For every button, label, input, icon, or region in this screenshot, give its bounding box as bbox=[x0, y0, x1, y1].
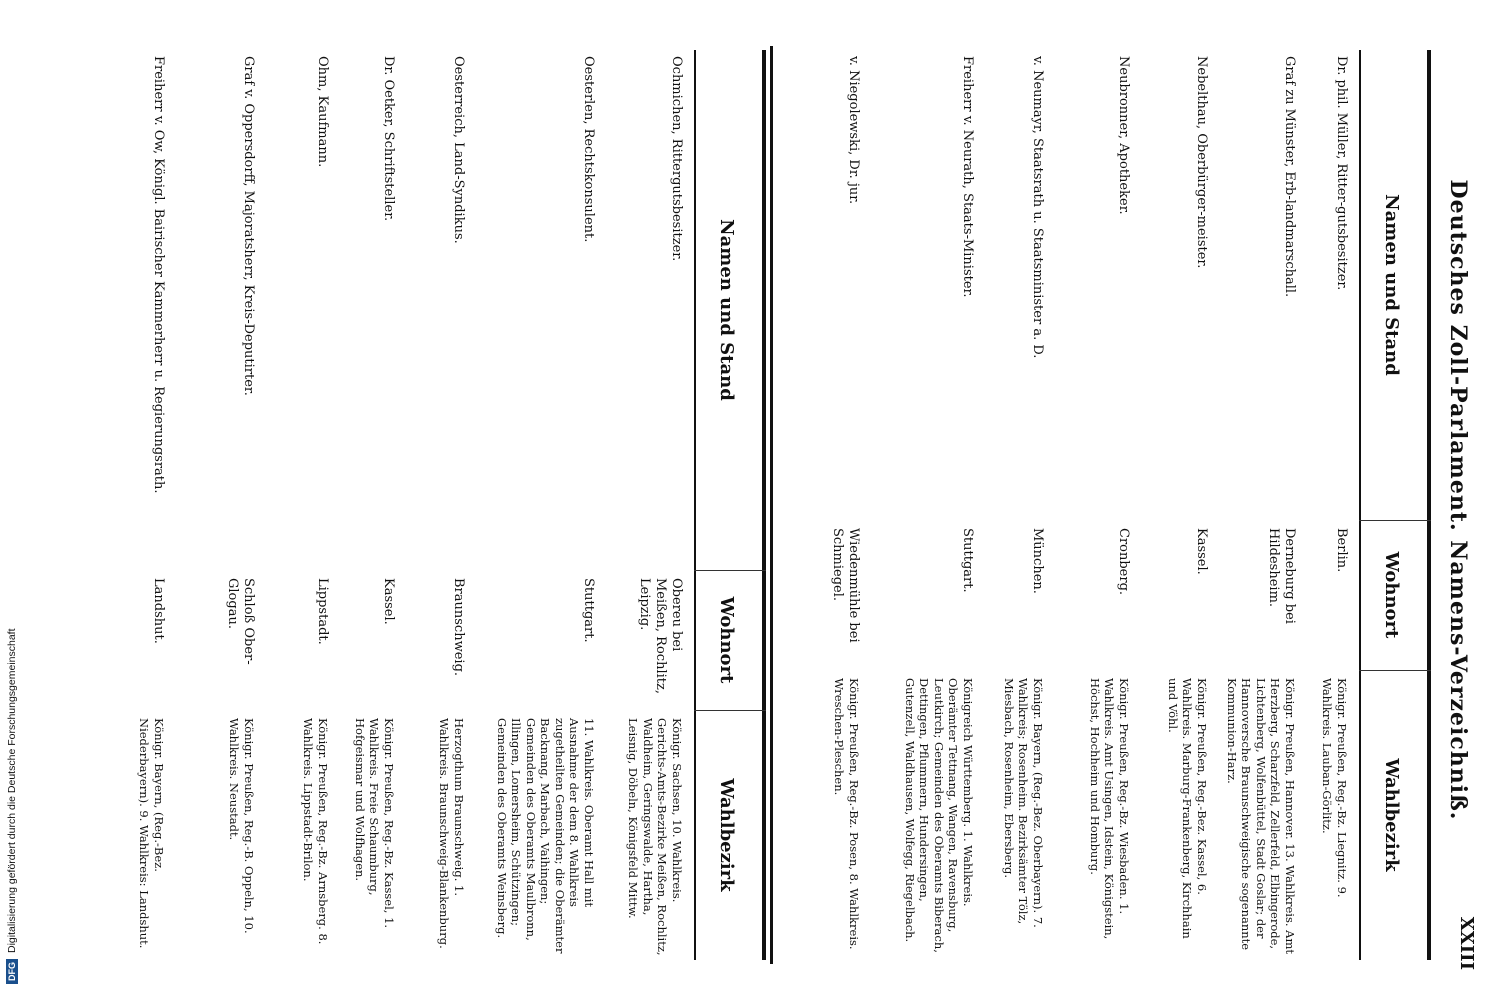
member-district: Königr. Bayern, (Reg.-Bez. Niederbayern). 9. Wahlkreis: Landshut. bbox=[137, 718, 166, 949]
member-name: v. Neumayr, Staatsrath u. Staatsminister a. D. bbox=[1030, 56, 1045, 359]
member-residence: Schloß Ober-Glogau. bbox=[225, 578, 256, 665]
dfg-logo: DFG bbox=[6, 959, 18, 984]
member-residence: Kassel. bbox=[381, 578, 396, 625]
member-residence: Braunschweig. bbox=[451, 578, 466, 677]
column-separator bbox=[694, 710, 766, 711]
column-header-residence: Wohnort bbox=[1359, 520, 1431, 670]
column-header-residence: Wohnort bbox=[694, 570, 766, 710]
member-name: Dr. phil. Müller, Ritter-gutsbesitzer. bbox=[1334, 56, 1349, 291]
member-name: Dr. Oetker, Schriftsteller. bbox=[381, 56, 396, 222]
member-district: Königr. Preußen, Reg.-Bz. Kassel, 1. Wahlkreis. Freie Schaumburg, Hofgeismar und Wolfhagen. bbox=[353, 718, 396, 929]
member-district: Herzogthum Braunschweig. 1. Wahlkreis. Braunschweig-Blankenburg. bbox=[437, 718, 466, 949]
digitization-credit bbox=[2, 0, 22, 998]
member-district: Königr. Sachsen, 10. Wahlkreis. Gerichts-Amts-Bezirke Meißen, Rochlitz, Waldheim, Geringswalde, Hartha, Leisnig, Döbeln, Königsfeld Mittw. bbox=[626, 718, 684, 956]
column-header-district: Wahlbezirk bbox=[1359, 670, 1431, 960]
member-name: Graf zu Münster, Erb-landmarschall. bbox=[1282, 56, 1297, 298]
member-name: Oesterlen, Rechtskonsulent. bbox=[581, 56, 596, 243]
member-name: Ohm, Kaufmann. bbox=[315, 56, 330, 168]
member-name: Nebelthau, Oberbürger-meister. bbox=[1194, 56, 1209, 269]
column-header-name: Namen und Stand bbox=[694, 50, 766, 570]
member-residence: Cronberg. bbox=[1116, 528, 1131, 596]
column-separator bbox=[1359, 670, 1431, 671]
member-name: Oesterreich, Land-Syndikus. bbox=[451, 56, 466, 244]
member-residence: Stuttgart. bbox=[581, 578, 596, 643]
column-separator bbox=[694, 570, 766, 571]
member-district: 11. Wahlkreis. Oberamt Hall mit Ausnahme der dem 8. Wahlkreis zugetheilten Gemeinden; die Oberämter Backnang, Marbach, Vaihingen; Gemeinden des Oberamts Maulbronn, Illingen, Lomersheim, Schützingen; Gemeinden des Oberamts Weinsberg. bbox=[495, 718, 596, 954]
member-residence: Obereu bei Meißen, Rochlitz, Leipzig. bbox=[637, 578, 684, 694]
member-residence: Derneburg bei Hildesheim. bbox=[1266, 528, 1297, 624]
member-residence: Landshut. bbox=[151, 578, 166, 644]
member-name: Freiherr v. Ow, Königl. Bairischer Kammerherr u. Regierungsrath. bbox=[151, 56, 166, 494]
lower-table bbox=[6, 50, 766, 960]
member-name: v. Niegolewski, Dr. jur. bbox=[846, 56, 861, 205]
member-district: Königr. Preußen, Reg.-Bz. Arnsberg. 8. Wahlkreis. Lippstadt-Brilon. bbox=[301, 718, 330, 945]
member-residence: Lippstadt. bbox=[315, 578, 330, 645]
member-name: Graf v. Oppersdorff, Majoratsherr, Kreis-Deputirter. bbox=[241, 56, 256, 396]
table-divider bbox=[770, 46, 773, 964]
member-residence: Stuttgart. bbox=[960, 528, 975, 593]
member-district: Königr. Preußen, Reg.-Bz. Posen, 8. Wahlkreis. Wreschen-Pleschen. bbox=[832, 678, 861, 950]
member-name: Freiherr v. Neurath, Staats-Minister. bbox=[960, 56, 975, 298]
column-header-name: Namen und Stand bbox=[1359, 50, 1431, 520]
upper-table bbox=[776, 50, 1431, 960]
page-title: Deutsches Zoll-Parlament. Namens-Verzeichniß. bbox=[1445, 179, 1471, 821]
credit-text: Digitalisierung gefördert durch die Deutsche Forschungsgemeinschaft bbox=[6, 628, 18, 953]
member-district: Königr. Preußen, Reg.-Bez. Kassel, 6. Wahlkreis. Marburg-Frankenberg, Kirchhain und Vöhl. bbox=[1166, 678, 1209, 939]
member-residence: München. bbox=[1030, 528, 1045, 594]
member-residence: Kassel. bbox=[1194, 528, 1209, 575]
member-district: Königr. Preußen, Reg.-B. Oppeln, 10. Wahlkreis. Neustadt. bbox=[227, 718, 256, 934]
column-separator bbox=[1359, 520, 1431, 521]
page-number: XXIII bbox=[1456, 916, 1477, 970]
member-residence: Wiedenmühle bei Schmiegel. bbox=[830, 528, 861, 643]
member-district: Königr. Bayern, (Reg.-Bez. Oberbayern). 7. Wahlkreis; Rosenheim. Bezirksämter Tölz, Miesbach, Rosenheim, Ebersberg. bbox=[1002, 678, 1045, 928]
member-name: Ochmichen, Rittergutsbesitzer. bbox=[669, 56, 684, 262]
member-district: Königr. Preußen, Hannover. 13. Wahlkreis. Amt Herzberg, Scharzfeld, Zellerfeld, Elbingerode, Lichtenberg, Wolfenbüttel, Stadt Goslar; der Hannoversche Braunschweigische sogenannte Kommunion-Harz. bbox=[1225, 678, 1297, 955]
member-residence: Berlin. bbox=[1334, 528, 1349, 573]
member-district: Königr. Preußen, Reg.-Bz. Liegnitz. 9. Wahlkreis. Lauban-Görlitz. bbox=[1320, 678, 1349, 898]
member-name: Neubronner, Apotheker. bbox=[1116, 56, 1131, 215]
member-district: Königreich Württemberg. 1. Wahlkreis. Oberämter Tettnang, Wangen, Ravensburg, Leutkirch; Gemeinden des Oberamts Biberach, Dettingen, Pflummern, Hundersingen, Gutenzell, Waldhausen, Wolfegg, Riegelbach. bbox=[903, 678, 975, 953]
member-district: Königr. Preußen, Reg.-Bz. Wiesbaden. 1. Wahlkreis. Amt Usingen, Idstein, Königstein, Höchst, Hochheim und Homburg. bbox=[1088, 678, 1131, 940]
column-header-district: Wahlbezirk bbox=[694, 710, 766, 960]
